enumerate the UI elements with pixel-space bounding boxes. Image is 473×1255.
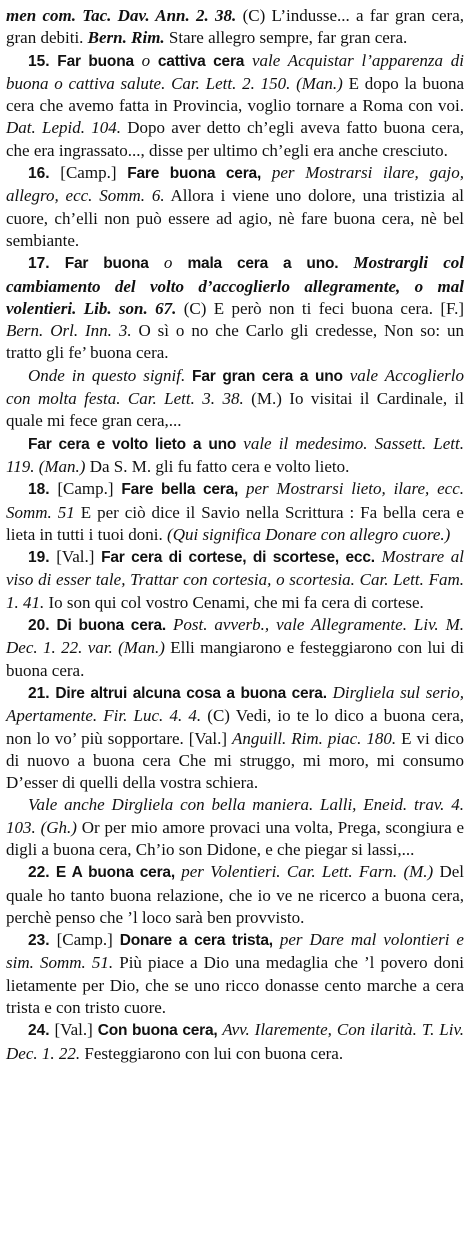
entry-number: 22. bbox=[28, 864, 50, 882]
entry-headword: cattiva cera bbox=[157, 52, 245, 70]
citation: Anguill. Rim. piac. 180. bbox=[231, 728, 397, 748]
entry-definition: Mostrare al viso di esser tale, Trattar con cortesia, o scortesia. Car. Lett. Fam. 1. 41. bbox=[6, 547, 464, 612]
entry-text: E vi dico di nuovo a buona cera Che mi struggo, mi moro, mi consumo D’esser di quelli della vostra schiera. bbox=[6, 728, 464, 793]
entry-number: 15. bbox=[28, 52, 50, 70]
entry-text: (C) E però non ti feci buona cera. [F.] bbox=[176, 298, 465, 318]
entry-headword: Far buona bbox=[64, 255, 149, 273]
entry-headword: Dire altrui alcuna cosa a buona cera. bbox=[55, 684, 327, 702]
entry-headword: mala cera a uno. bbox=[187, 255, 339, 273]
entry-tag: [Camp.] bbox=[49, 479, 122, 499]
entry-headword: Far cera di cortese, di scortese, ecc. bbox=[101, 549, 375, 567]
entry-definition: per Dare mal volontieri e sim. Somm. 51. bbox=[6, 930, 464, 973]
entry-text: E per ciò dice il Savio nella Scrittura : Fa bella cera e lieta in tutti i tuoi doni. bbox=[6, 502, 464, 544]
entry-text: (C) Vedi, io te lo dico a buona cera, non lo vo’ più sopportare. [Val.] bbox=[6, 706, 465, 748]
citation: Bern. Rim. bbox=[87, 28, 165, 48]
entry-definition: Mostrargli col cambiamento del volto d’accoglierlo allegramente, o mal volentieri. Lib. son. 67. bbox=[6, 253, 464, 318]
entry-definition: Post. avverb., vale Allegramente. Liv. M. Dec. 1. 22. var. (Man.) bbox=[6, 615, 465, 658]
entry-tag: [Val.] bbox=[49, 1020, 98, 1040]
entry-text: o bbox=[133, 50, 158, 70]
entry-headword: Fare buona cera, bbox=[127, 165, 262, 183]
entry-number: 24. bbox=[28, 1022, 50, 1040]
entry-16 bbox=[6, 162, 464, 252]
entry-tag: [Camp.] bbox=[49, 930, 120, 950]
citation: Dat. Lepid. 104. bbox=[6, 118, 121, 138]
entry-definition: vale il medesimo. Sassett. Lett. 119. (Man.) bbox=[6, 433, 464, 476]
entry-definition: per Volentieri. Car. Lett. Farn. (M.) bbox=[174, 862, 434, 882]
entry-text: e bbox=[89, 435, 113, 453]
entry-tag: [Camp.] bbox=[49, 163, 128, 183]
entry-text: (M.) Io visitai il Cardinale, il quale mi fece gran cera,... bbox=[6, 389, 464, 431]
citation: men com. Tac. Dav. Ann. 2. 38. bbox=[6, 6, 237, 25]
entry-19 bbox=[6, 546, 464, 614]
entry-text: Or per mio amore provaci una volta, Prega, scongiura e digli a buona cera, Ch’io son Didone, e che piegar si lassi,... bbox=[6, 817, 464, 859]
entry-number: 17. bbox=[28, 255, 50, 273]
entry-definition: Dirgliela sul serio, Apertamente. Fir. Luc. 4. 4. bbox=[6, 682, 465, 726]
entry-20 bbox=[6, 614, 464, 682]
entry-definition: per Mostrarsi lieto, ilare, ecc. Somm. 51 bbox=[6, 479, 464, 522]
entry-text: O sì o no che Carlo gli credesse, Non so: un tratto gli fe’ buona cera. bbox=[6, 321, 464, 363]
entry-24 bbox=[6, 1019, 464, 1065]
entry-18 bbox=[6, 478, 464, 546]
entry-23 bbox=[6, 929, 464, 1019]
entry-headword: volto lieto a uno bbox=[112, 435, 237, 453]
entry-text: Dopo aver detto ch’egli aveva fatto buona cera, che era ingrassato..., disse per ultimo ch’egli era anche cresciuto. bbox=[6, 118, 464, 160]
entry-21-sub bbox=[6, 794, 464, 861]
entry-text: Festeggiarono con lui con buona cera. bbox=[80, 1043, 344, 1063]
entry-17-sub-2 bbox=[6, 433, 464, 479]
entry-definition: vale Accoglierlo con molta festa. Car. Lett. 3. 38. bbox=[6, 365, 464, 409]
entry-definition: vale Acquistar l’apparenza di buona o cattiva salute. Car. Lett. 2. 150. (Man.) bbox=[6, 50, 464, 93]
entry-definition: per Mostrarsi ilare, gajo, allegro, ecc. Somm. 6. bbox=[6, 163, 464, 206]
entry-text: Io son qui col vostro Cenami, che mi fa cera di cortese. bbox=[44, 592, 424, 612]
entry-headword: Far cera bbox=[28, 435, 90, 453]
entry-17-sub-1 bbox=[6, 365, 464, 433]
entry-text: Elli mangiarono e festeggiarono con lui di buona cera. bbox=[6, 638, 464, 680]
entry-21 bbox=[6, 682, 464, 794]
entry-text: (C) L’indusse... a far gran cera, gran debiti. bbox=[6, 6, 464, 48]
entry-number: 16. bbox=[28, 165, 50, 183]
entry-headword: Far buona bbox=[57, 52, 134, 70]
entry-number: 21. bbox=[28, 684, 50, 702]
entry-note: (Qui significa Donare con allegro cuore.) bbox=[167, 524, 451, 544]
entry-definition: Avv. Ilaremente, Con ilarità. T. Liv. Dec. 1. 22. bbox=[6, 1020, 464, 1063]
citation: Bern. Orl. Inn. 3. bbox=[6, 321, 132, 341]
entry-headword: Far gran cera a uno bbox=[185, 367, 343, 385]
entry-text: Allora i viene uno dolore, una tristizia al cuore, ch’elli non può essere ad agio, nè fare buona cera, nè bel sembiante. bbox=[6, 186, 464, 250]
entry-text: Più piace a Dio una medaglia che ’l povero doni lietamente per Dio, che se uno ricco donasse cento marche a cera trista e con tristo cuore. bbox=[6, 953, 465, 1018]
entry-headword: E A buona cera, bbox=[55, 864, 175, 882]
entry-number: 20. bbox=[28, 617, 50, 635]
entry-number: 23. bbox=[28, 932, 50, 950]
entry-headword: Di buona cera. bbox=[56, 617, 166, 635]
entry-22 bbox=[6, 861, 464, 929]
entry-15 bbox=[6, 50, 464, 162]
entry-17 bbox=[6, 252, 464, 364]
entry-text: Stare allegro sempre, far gran cera. bbox=[164, 28, 408, 48]
entry-headword: Donare a cera trista, bbox=[119, 932, 273, 950]
entry-number: 18. bbox=[28, 481, 50, 499]
entry-continuation bbox=[6, 5, 464, 50]
entry-text: Del quale ho tanto buona relazione, che io ve ne ricerco a buona cera, perchè penso che ’l loco sarà ben provvisto. bbox=[6, 862, 465, 927]
entry-number: 19. bbox=[28, 549, 50, 567]
entry-text: E dopo la buona cera che avemo fatta in Provincia, voglio tornare a Roma con voi. bbox=[6, 73, 465, 116]
entry-headword: Fare bella cera, bbox=[121, 481, 239, 499]
entry-text: o bbox=[148, 253, 188, 273]
entry-tag: [Val.] bbox=[49, 547, 102, 567]
entry-note: Onde in questo signif. bbox=[28, 365, 186, 385]
entry-text: Da S. M. gli fu fatto cera e volto lieto. bbox=[85, 456, 350, 476]
entry-definition: Vale anche Dirgliela con bella maniera. Lalli, Eneid. trav. 4. 103. (Gh.) bbox=[6, 795, 464, 837]
entry-headword: Con buona cera, bbox=[97, 1022, 218, 1040]
